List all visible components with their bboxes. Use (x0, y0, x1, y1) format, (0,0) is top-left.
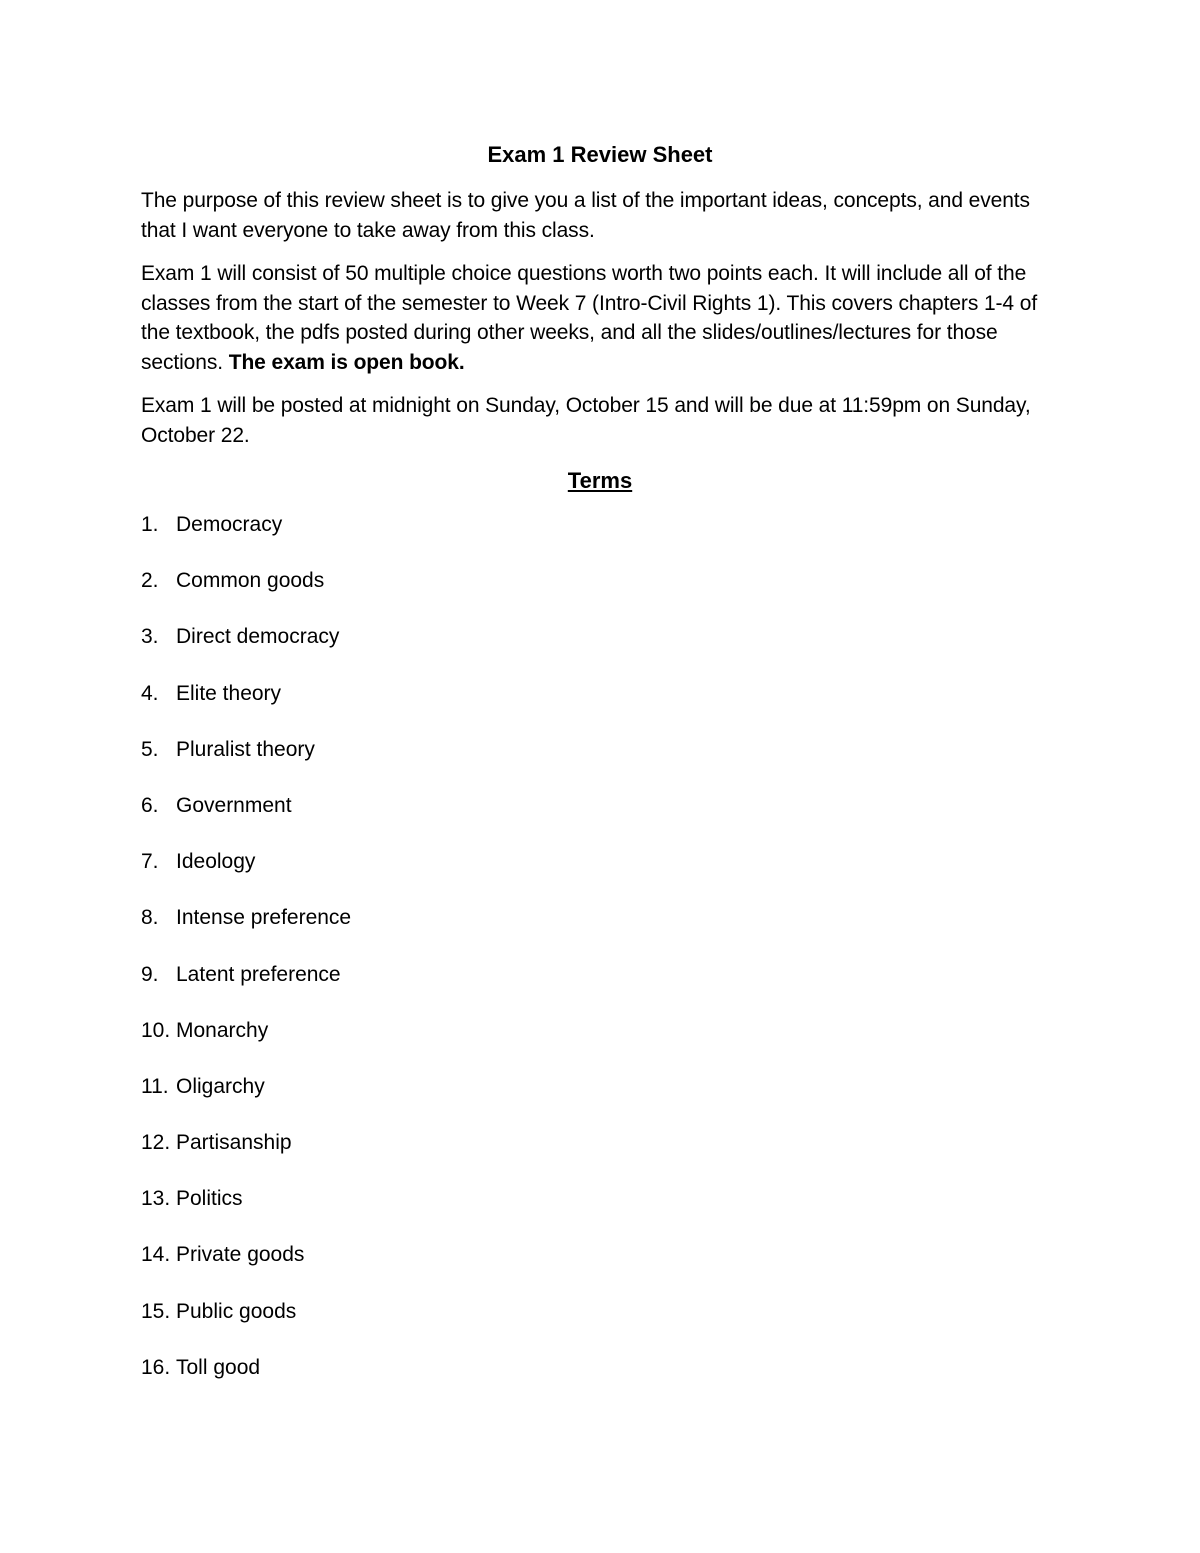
open-book-note: The exam is open book. (228, 350, 465, 374)
exam-details-paragraph (141, 259, 1059, 377)
exam-dates-text: Exam 1 will be posted at midnight on Sunday, October 15 and will be due at 11:59pm on Sunday, October 22. (141, 394, 1031, 447)
term-number: 8. (141, 906, 159, 930)
term-label: Common goods (176, 569, 325, 593)
term-label: Monarchy (176, 1018, 269, 1042)
term-number: 1. (141, 513, 159, 536)
term-item (141, 622, 1059, 678)
term-label: Partisanship (176, 1131, 292, 1155)
term-number: 15. (141, 1299, 171, 1323)
term-label: Pluralist theory (176, 737, 315, 761)
term-item (141, 1072, 1059, 1128)
term-number: 12. (141, 1131, 171, 1155)
term-label: Politics (176, 1187, 243, 1211)
term-item (141, 1297, 1059, 1353)
term-number: 16. (141, 1355, 171, 1379)
term-number: 10. (141, 1018, 171, 1042)
term-item (141, 903, 1059, 959)
term-item (141, 1184, 1059, 1240)
term-item (141, 1016, 1059, 1072)
term-item (141, 847, 1059, 903)
term-item (141, 679, 1059, 735)
term-label: Private goods (176, 1243, 305, 1267)
term-item (141, 566, 1059, 622)
term-label: Democracy (176, 513, 283, 536)
document-title: Exam 1 Review Sheet (487, 142, 713, 167)
term-number: 2. (141, 569, 159, 593)
terms-list (141, 510, 1059, 1409)
document-page (141, 140, 1059, 1409)
exam-dates-paragraph (141, 391, 1059, 450)
exam-details-text: Exam 1 will consist of 50 multiple choice questions worth two points each. It will include all of the classes from the start of the semester to Week 7 (Intro-Civil Rights 1). This covers chapters 1-4 of the textbook, the pdfs posted during other weeks, and all the slides/outlines/lectures for those sections. (141, 262, 1038, 374)
term-number: 9. (141, 962, 159, 986)
term-number: 3. (141, 625, 159, 649)
term-number: 7. (141, 850, 159, 874)
term-number: 6. (141, 793, 159, 817)
term-number: 11. (141, 1074, 169, 1098)
term-item (141, 1353, 1059, 1409)
term-number: 5. (141, 737, 159, 761)
term-label: Elite theory (176, 681, 282, 705)
term-label: Ideology (176, 850, 256, 874)
term-label: Oligarchy (176, 1074, 265, 1098)
term-number: 14. (141, 1243, 171, 1267)
intro-paragraph (141, 186, 1059, 245)
term-item (141, 791, 1059, 847)
term-item (141, 1128, 1059, 1184)
term-item (141, 735, 1059, 791)
term-number: 4. (141, 681, 159, 705)
term-label: Direct democracy (176, 625, 340, 649)
term-item (141, 1240, 1059, 1296)
terms-heading: Terms (567, 468, 633, 493)
term-item (141, 960, 1059, 1016)
term-label: Toll good (176, 1355, 261, 1379)
term-label: Intense preference (176, 906, 352, 930)
term-number: 13. (141, 1187, 171, 1211)
term-item (141, 510, 1059, 566)
term-label: Government (176, 793, 292, 817)
intro-paragraph-text: The purpose of this review sheet is to give you a list of the important ideas, concepts, and events that I want everyone to take away from this class. (141, 189, 1030, 242)
term-label: Public goods (176, 1299, 297, 1323)
term-label: Latent preference (176, 962, 341, 986)
